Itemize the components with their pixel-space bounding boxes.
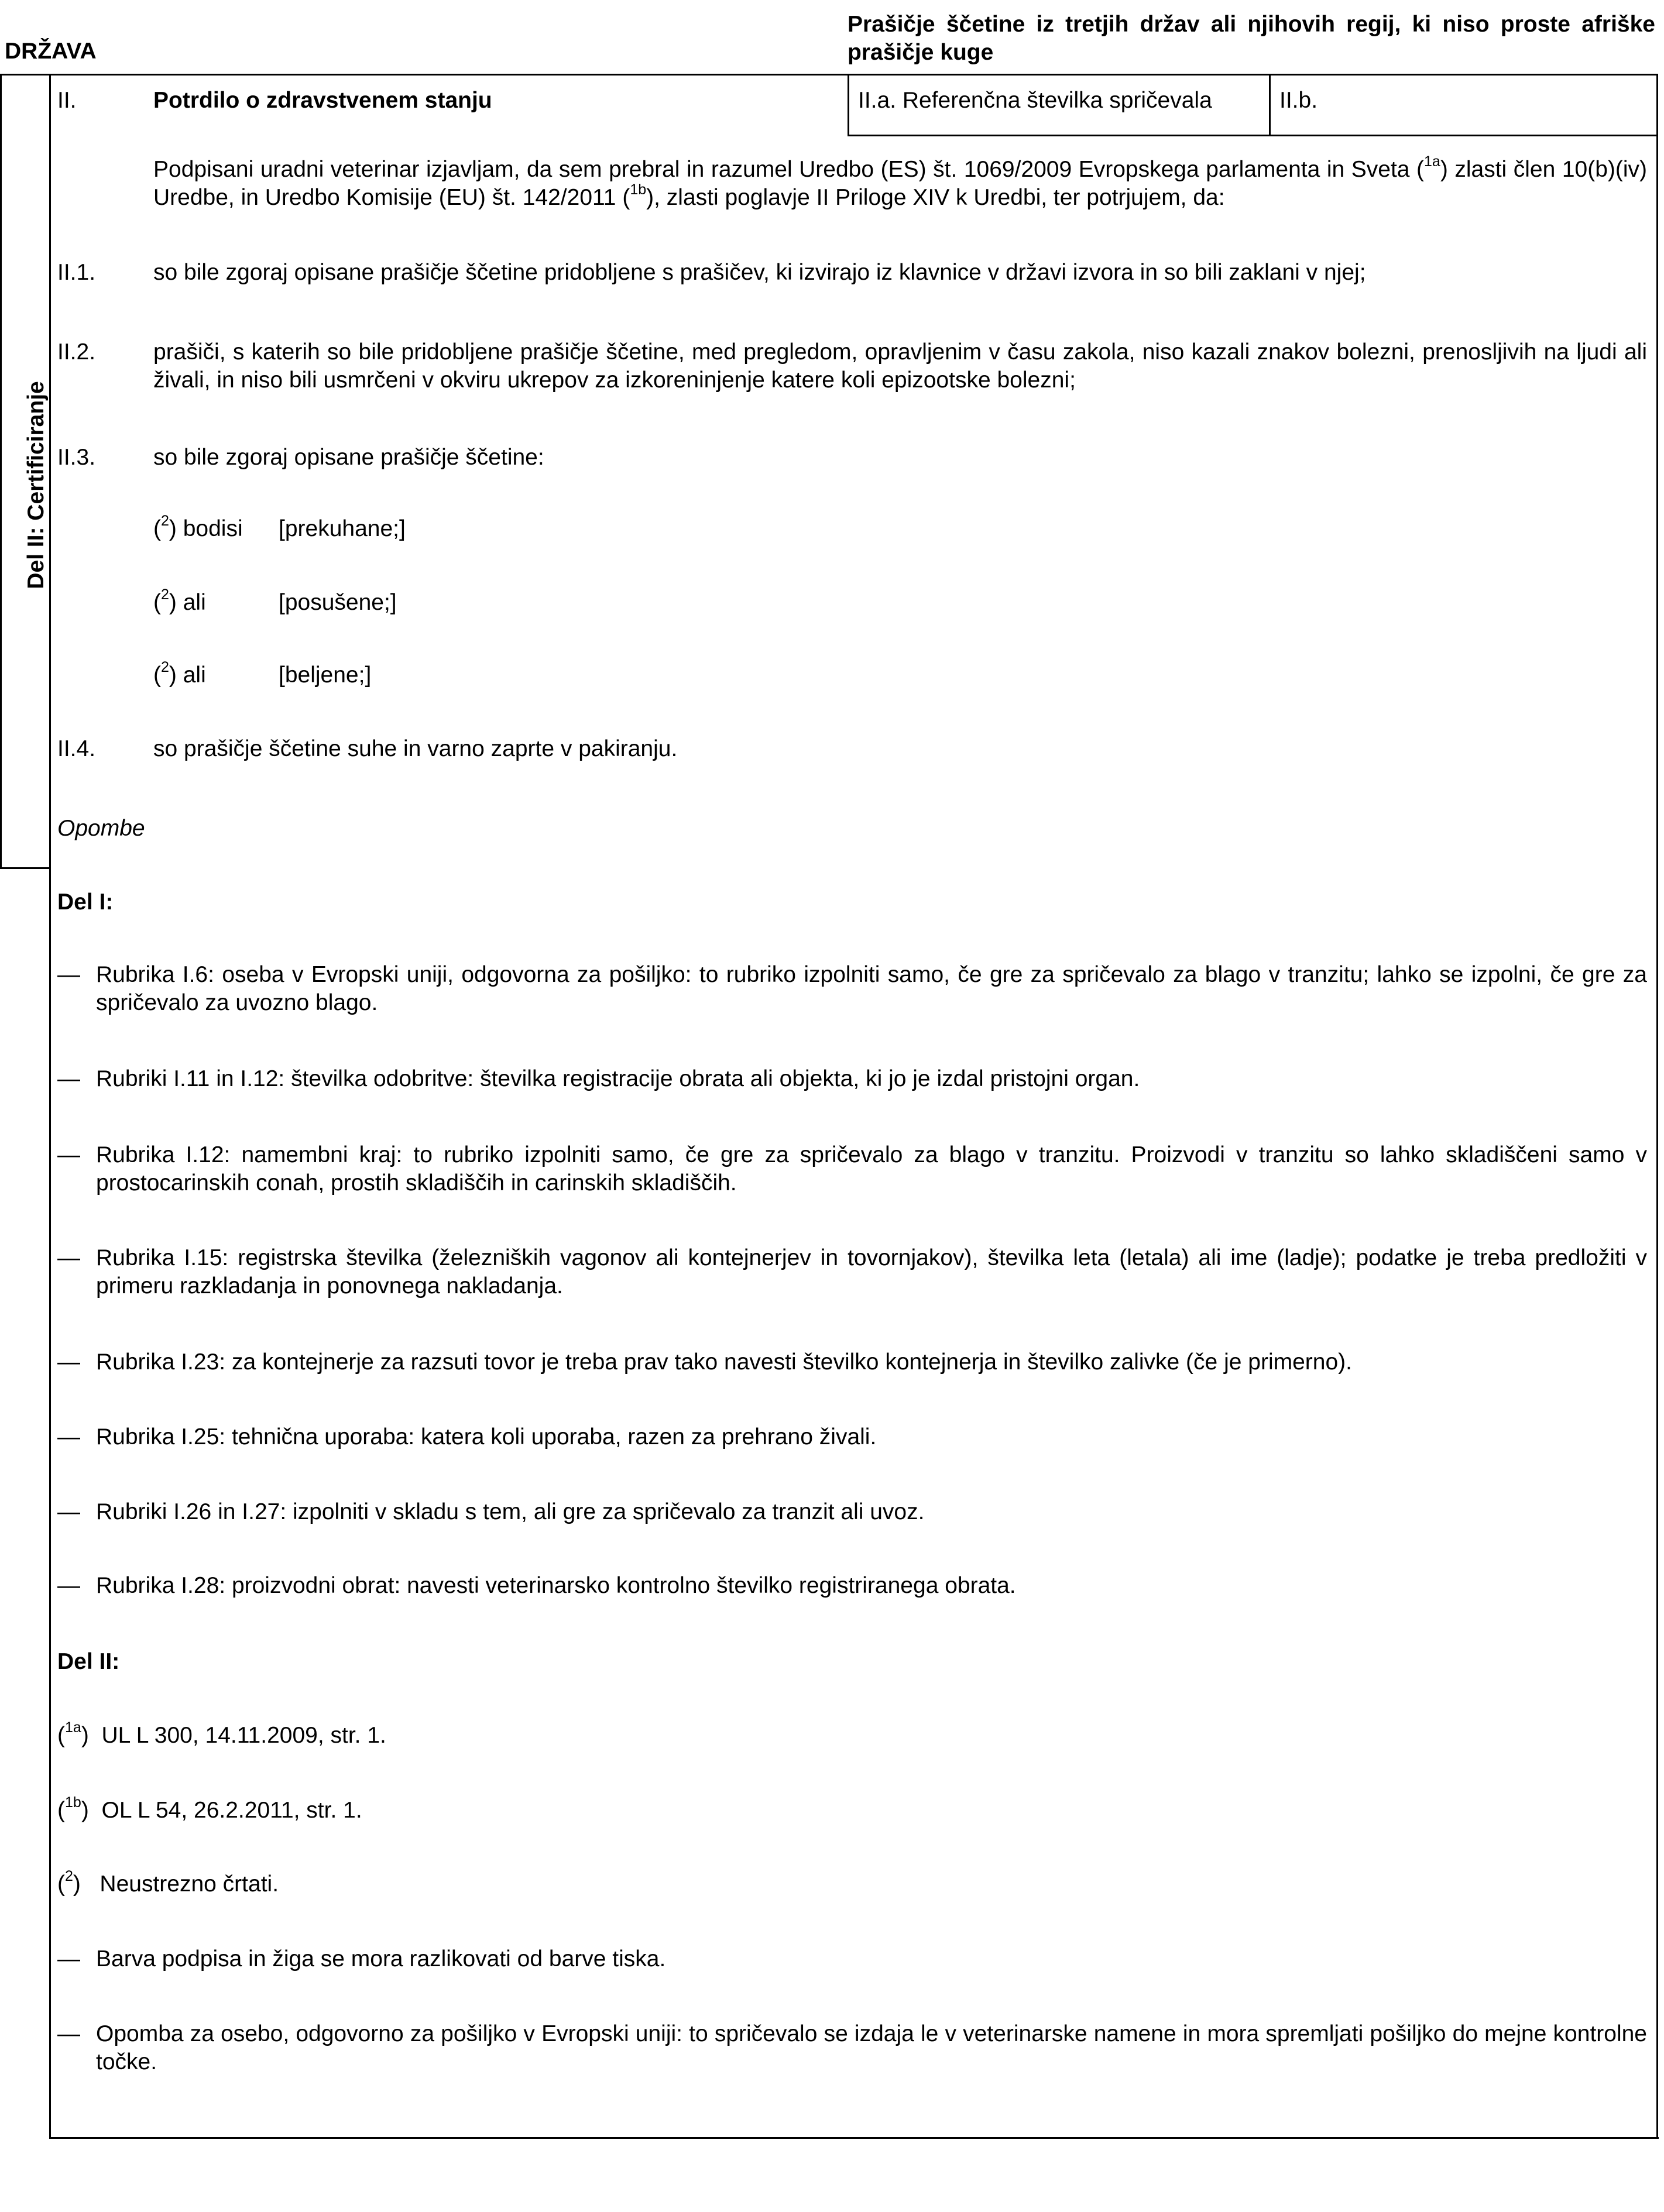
item-number: II.3. bbox=[57, 445, 96, 470]
ref-mid-line bbox=[1269, 74, 1271, 136]
part2-title: Potrdilo o zdravstvenem stanju bbox=[153, 88, 492, 113]
part2-side-label: Del II: Certificiranje bbox=[23, 381, 49, 589]
item-number: II.1. bbox=[57, 260, 96, 285]
note-item: Rubriki I.26 in I.27: izpolniti v skladu s tem, ali gre za spričevalo za tranzit ali uvoz. bbox=[96, 1499, 925, 1524]
note-item: Rubriki I.11 in I.12: številka odobritve: številka registracije obrata ali objekta, ki jo je izdal pristojni organ. bbox=[96, 1066, 1140, 1091]
notes-title: Opombe bbox=[57, 816, 145, 841]
option-value: [prekuhane;] bbox=[279, 516, 406, 541]
footnote: ($^2$) Neustrezno črtati. bbox=[57, 1868, 279, 1897]
note-item: Rubrika I.25: tehnična uporaba: katera koli uporaba, razen za prehrano živali. bbox=[96, 1424, 877, 1450]
note-dash: — bbox=[57, 1349, 80, 1375]
notes-part2-label: Del II: bbox=[57, 1649, 120, 1674]
note-dash: — bbox=[57, 1573, 80, 1598]
ref-b-label: II.b. bbox=[1279, 88, 1318, 113]
item-number: II.2. bbox=[57, 339, 96, 365]
note-dash: — bbox=[57, 962, 80, 987]
item-text: so bile zgoraj opisane prašičje ščetine pridobljene s prašičev, ki izvirajo iz klavnice v državi izvora in so bili zaklani v njej; bbox=[153, 260, 1366, 285]
item-number: II.4. bbox=[57, 736, 96, 761]
note-item: Rubrika I.23: za kontejnerje za razsuti tovor je treba prav tako navesti številko kontejnerja in številko zalivke (če je primerno). bbox=[96, 1349, 1352, 1375]
country-label: DRŽAVA bbox=[5, 39, 97, 64]
note-item: Rubrika I.15: registrska številka (železniških vagonov ali kontejnerjev in tovornjakov), številka leta (letala) ali ime (ladje); podatke je treba predložiti v primeru razkladanja in ponovnega nakladanja. bbox=[96, 1245, 1647, 1299]
item-text: so prašičje ščetine suhe in varno zaprte v pakiranju. bbox=[153, 736, 678, 761]
frame-right-line bbox=[1656, 74, 1658, 2138]
footnote: ($^{1b}$) OL L 54, 26.2.2011, str. 1. bbox=[57, 1794, 362, 1823]
note-item: Rubrika I.28: proizvodni obrat: navesti veterinarsko kontrolno številko registriranega obrata. bbox=[96, 1573, 1016, 1598]
header-row-line bbox=[848, 135, 1658, 136]
option-value: [posušene;] bbox=[279, 590, 397, 615]
note-dash: — bbox=[57, 1499, 80, 1524]
note-item: Rubrika I.12: namembni kraj: to rubriko izpolniti samo, če gre za spričevalo za blago v tranzitu. Proizvodi v tranzitu so lahko skladiščeni samo v prostocarinskih conah, prostih skladiščih in carinskih skladiščih. bbox=[96, 1142, 1647, 1196]
note-dash: — bbox=[57, 1066, 80, 1091]
note-dash: — bbox=[57, 1142, 80, 1167]
intro-paragraph: Podpisani uradni veterinar izjavljam, da sem prebral in razumel Uredbo (ES) št. 1069/2009 Evropskega parlamenta in Sveta ($^{1a}$) zlasti člen 10(b)(iv) Uredbe, in Uredbo Komisije (EU) št. 142/2011 ($^{1b}$), zlasti poglavje II Priloge XIV k Uredbi, ter potrjujem, da: bbox=[153, 153, 1648, 210]
option-value: [beljene;] bbox=[279, 662, 372, 688]
item-text: so bile zgoraj opisane prašičje ščetine: bbox=[153, 445, 544, 470]
note-dash: — bbox=[57, 1245, 80, 1270]
option-prefix: ($^2$) ali bbox=[153, 659, 206, 688]
part2-number: II. bbox=[57, 88, 77, 113]
option-prefix: ($^2$) ali bbox=[153, 586, 206, 615]
frame-bottom-line bbox=[49, 2137, 1659, 2139]
option-prefix: ($^2$) bodisi bbox=[153, 513, 243, 541]
frame-top-line bbox=[0, 74, 1658, 75]
note-item: Opomba za osebo, odgovorno za pošiljko v Evropski uniji: to spričevalo se izdaja le v veterinarske namene in mora spremljati pošiljko do mejne kontrolne točke. bbox=[96, 2021, 1647, 2074]
notes-part1-label: Del I: bbox=[57, 889, 114, 915]
note-item: Barva podpisa in žiga se mora razlikovati od barve tiska. bbox=[96, 1946, 666, 1971]
ref-left-line bbox=[848, 74, 849, 136]
footnote: ($^{1a}$) UL L 300, 14.11.2009, str. 1. bbox=[57, 1719, 386, 1748]
note-dash: — bbox=[57, 2021, 80, 2046]
reference-number-label: II.a. Referenčna številka spričevala bbox=[858, 88, 1212, 113]
item-text: prašiči, s katerih so bile pridobljene prašičje ščetine, med pregledom, opravljenim v času zakola, niso kazali znakov bolezni, prenosljivih na ljudi ali živali, in niso bili usmrčeni v okviru ukrepov za izkoreninjenje katere koli epizootske bolezni; bbox=[153, 339, 1647, 393]
note-dash: — bbox=[57, 1946, 80, 1971]
note-item: Rubrika I.6: oseba v Evropski uniji, odgovorna za pošiljko: to rubriko izpolniti samo, če gre za spričevalo za blago v tranzitu; lahko se izpolni, če gre za spričevalo za uvozno blago. bbox=[96, 962, 1647, 1015]
note-dash: — bbox=[57, 1424, 80, 1450]
frame-left-line bbox=[0, 74, 2, 868]
certificate-title: Prašičje ščetine iz tretjih držav ali njihovih regij, ki niso proste afriške prašičje kuge bbox=[848, 12, 1655, 65]
